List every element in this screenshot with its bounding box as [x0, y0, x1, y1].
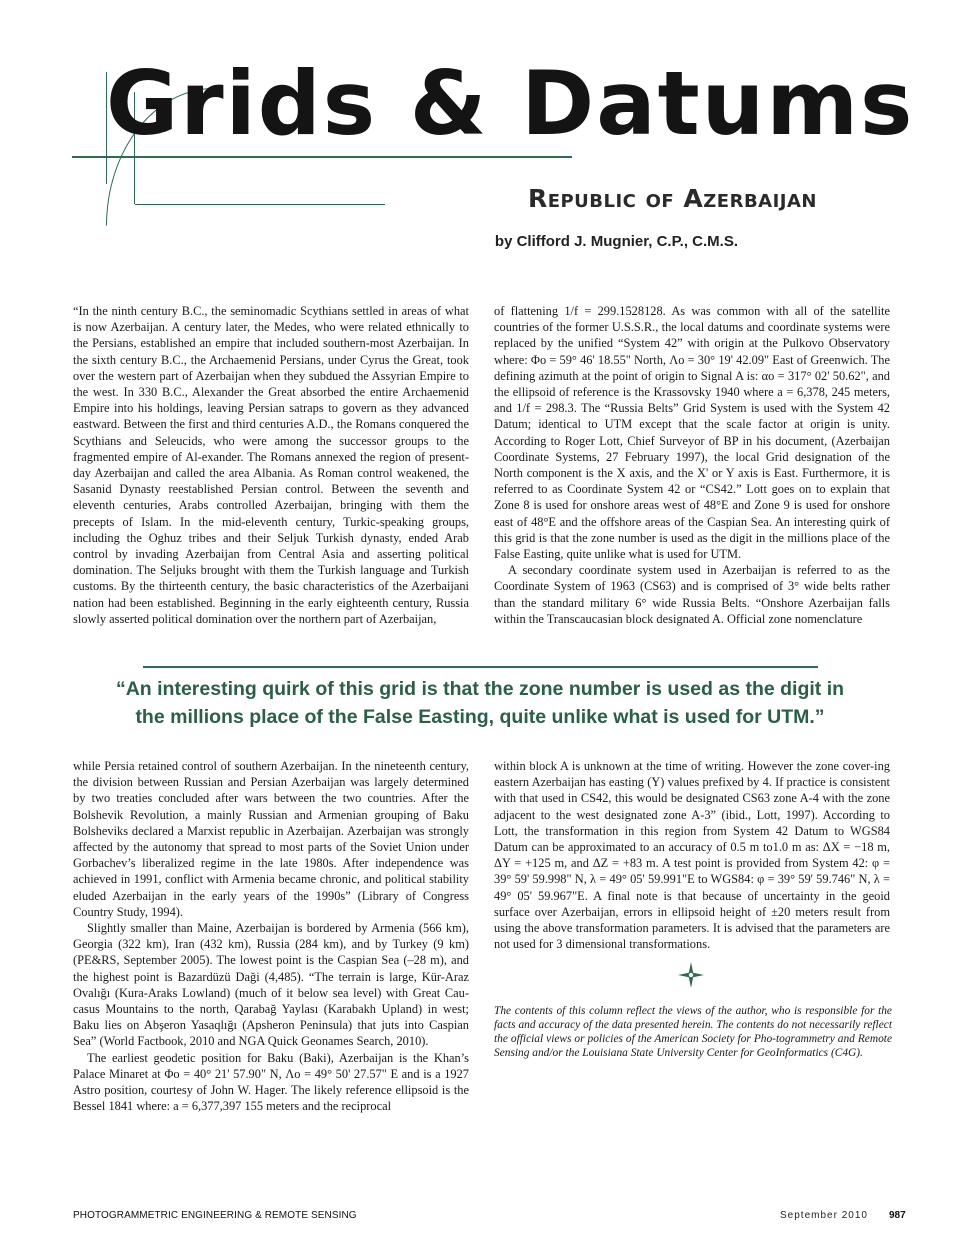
body-column-1 [73, 303, 469, 627]
column-title: Grids & Datums [106, 52, 915, 155]
page-number: 987 [889, 1210, 906, 1221]
article-subtitle: Republic of Azerbaijan [527, 184, 817, 213]
body-column-2 [494, 303, 890, 627]
pull-quote-line-2: the millions place of the False Easting, quite unlike what is used for UTM.” [135, 706, 825, 728]
paragraph: while Persia retained control of southern Azerbaijan. In the nineteenth century, the division between Russian and Persian Azerbaijan was largely determined by two treaties concluded after wars between the two countries. After the Bolshevik Revolution, a mainly Russian and Armenian grouping of Baku Bolsheviks declared a Marxist republic in Azerbaijan. Azerbaijan was strongly affected by the autonomy that spread to most parts of the Soviet Union under Gorbachev’s liberalized regime in the late 1980s. After independence was achieved in 1991, conflict with Armenia became chronic, and political stability eluded Azerbaijan in the early years of the 1990s” (Library of Congress Country Study, 1994). [73, 759, 469, 919]
column-disclaimer: The contents of this column reflect the views of the author, who is responsible for the facts and accuracy of the data presented herein. The contents do not necessarily reflect the official views or policies of the American Society for Pho-togrammetry and Remote Sensing and/or the Louisiana State University Center for GeoInformatics (C4G). [494, 1005, 892, 1059]
journal-name: PHOTOGRAMMETRIC ENGINEERING & REMOTE SENSING [73, 1210, 357, 1221]
body-column-3 [73, 758, 469, 1114]
paragraph: Slightly smaller than Maine, Azerbaijan is bordered by Armenia (566 km), Georgia (322 km), Iran (432 km), Russia (284 km), and by Turkey (9 km) (PE&RS, September 2005). The lowest point is the Caspian Sea (–28 m), and the highest point is Bazardüzü Daği (4,485). “The terrain is large, Kür-Araz Ovalığı (Kura-Araks Lowland) (much of it below sea level) with Great Cau-casus Mountains to the north, Qarabağ Yaylası (Karabakh Upland) in west; Baku lies on Abşeron Yasaqlığı (Apsheron Peninsula) that juts into Caspian Sea” (World Factbook, 2010 and NGA Quick Geonames Search, 2010). [73, 921, 469, 1049]
author-byline: by Clifford J. Mugnier, C.P., C.M.S. [494, 233, 738, 250]
pull-quote-rule [143, 666, 818, 668]
issue-date: September 2010 [780, 1210, 868, 1221]
pull-quote [110, 675, 850, 731]
paragraph: The earliest geodetic position for Baku (Baki), Azerbaijan is the Khan’s Palace Minaret at Φo = 40° 21' 57.90" N, Λo = 49° 50' 27.57" E and is a 1927 Astro position, courtesy of John W. Hager. The likely reference ellipsoid is the Bessel 1841 where: a = 6,377,397 155 meters and the reciprocal [73, 1050, 469, 1114]
pull-quote-line-1: “An interesting quirk of this grid is that the zone number is used as the digit in [115, 678, 845, 700]
paragraph: of flattening 1/f = 299.1528128. As was common with all of the satellite countries of the former U.S.S.R., the local datums and coordinate systems were replaced by the unified “System 42” with origin at the Pulkovo Observatory where: Φo = 59° 46' 18.55" North, Λo = 30° 19' 42.09" East of Greenwich. The defining azimuth at the point of origin to Signal A is: αo = 317° 02' 50.62", and the ellipsoid of reference is the Krassovsky 1940 where a = 6,378, 245 meters, and 1/f = 298.3. The “Russia Belts” Grid System is used with the System 42 Datum; identical to UTM except that the scale factor at origin is unity. According to Roger Lott, Chief Surveyor of BP in his document, (Azerbaijan Coordinate Systems, 27 February 1997), the local Grid designation of the North component is the X axis, and the X' or Y axis is East. Furthermore, it is referred to as Coordinate System 42 or “CS42.” Lott goes on to explain that Zone 8 is used for onshore areas west of 48°E and Zone 9 is used for onshore east of 48°E and the offshore areas of the Caspian Sea. An interesting quirk of this grid is that the zone number is used as the digit in the millions place of the False Easting, quite unlike what is used for UTM. [494, 304, 890, 562]
four-point-star-icon [678, 962, 704, 988]
paragraph: A secondary coordinate system used in Azerbaijan is referred to as the Coordinate System of 1963 (CS63) and is comprised of 3° wide belts rather than the standard military 6° wide Russia Belts. “Onshore Azerbaijan falls within the Transcaucasian block designated A. Official zone nomenclature [494, 563, 890, 626]
paragraph: “In the ninth century B.C., the seminomadic Scythians settled in areas of what is now Azerbaijan. A century later, the Medes, who were related ethnically to the Persians, established an empire that included southern-most Azerbaijan. In the sixth century B.C., the Archaemenid Persians, under Cyrus the Great, took over the western part of Azerbaijan when they subdued the Assyrian Empire to the west. In 330 B.C., Alexander the Great absorbed the entire Archaemenid Empire into his holdings, leaving Persian satraps to govern as they advanced eastward. Between the first and third centuries A.D., the Romans conquered the Scythians and Seleucids, who were among the successor groups to the fragmented empire of Al-exander. The Romans annexed the region of present-day Azerbaijan and called the area Albania. As Roman control weakened, the Sasanid Dynasty reestablished Persian control. Between the seventh and eleventh centuries, Arabs controlled Azerbaijan, bringing with them the precepts of Islam. In the mid-eleventh century, Turkic-speaking groups, including the Oghuz tribes and their Seljuk Turkish dynasty, ended Arab control by invading Azerbaijan from Central Asia and asserting political domination. The Seljuks brought with them the Turkish language and Turkish customs. By the thirteenth century, the basic characteristics of the Azerbaijani nation had been established. Beginning in the early eighteenth century, Russia slowly asserted political domination over the northern part of Azerbaijan, [73, 304, 469, 626]
paragraph: within block A is unknown at the time of writing. However the zone cover-ing eastern Azerbaijan has easting (Y) values prefixed by 4. If practice is consistent with that used in CS42, this would be designated CS63 zone A-4 with the zone adjacent to the west designated zone A-3” (ibid., Lott, 1997). According to Lott, the transformation in this region from System 42 Datum to WGS84 Datum can be approximated to an accuracy of 0.5 m to1.0 m as: ΔX = −18 m, ΔY = +125 m, and ΔZ = +83 m. A test point is provided from System 42: φ = 39° 59' 59.998" N, λ = 49° 05' 59.991"E to WGS84: φ = 39° 59' 59.746" N, λ = 49° 05' 59.967"E. A final note is that because of uncertainty in the geoid surface over Azerbaijan, errors in ellipsoid height of ±20 meters result from using the above transformation parameters. It is advised that the parameters are not used for 3 dimensional transformations. [494, 759, 890, 952]
body-column-4 [494, 758, 890, 952]
